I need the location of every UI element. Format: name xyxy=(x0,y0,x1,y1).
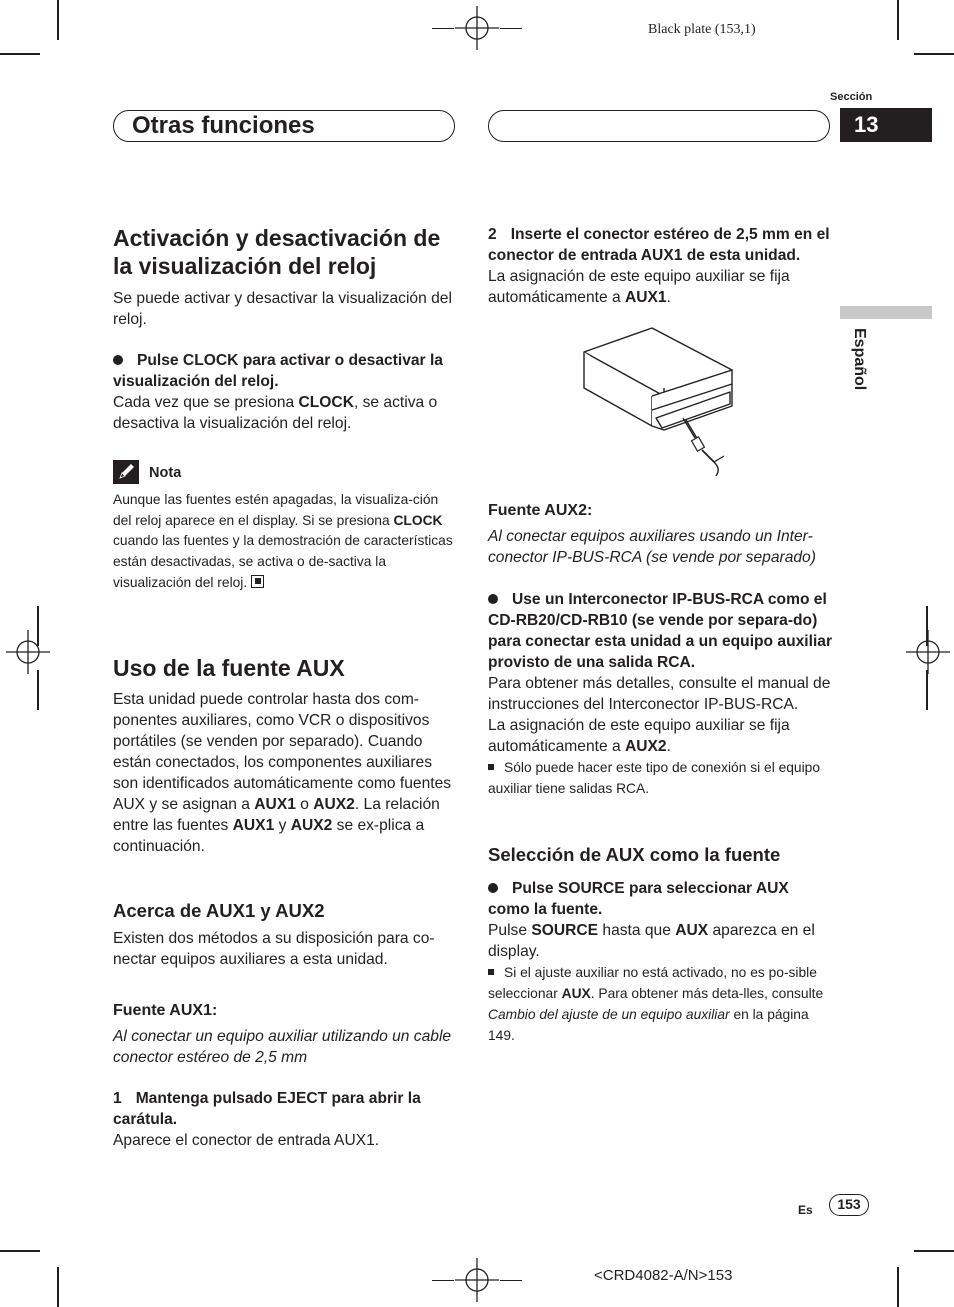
acerca-body: Existen dos métodos a su disposición para co-nectar equipos auxiliares a esta unidad. xyxy=(113,929,435,968)
header-pill-left xyxy=(113,110,455,142)
header-title: Otras funciones xyxy=(132,112,315,139)
crop-mark xyxy=(37,606,39,646)
seccion-label: Sección xyxy=(830,91,873,103)
bullet-dot-icon xyxy=(113,355,123,365)
aux1-connector-illustration xyxy=(580,326,780,476)
step-1-body: Aparece el conector de entrada AUX1. xyxy=(113,1131,380,1149)
section-heading-aux: Uso de la fuente AUX xyxy=(113,654,345,681)
page-number: 153 xyxy=(829,1194,869,1216)
registration-mark xyxy=(906,630,950,674)
left-column xyxy=(113,224,458,1151)
crop-mark xyxy=(432,28,454,29)
square-bullet-icon xyxy=(488,969,494,975)
aux-intro: Esta unidad puede controlar hasta dos com-ponentes auxiliares, como VCR o dispositivos portátiles (se venden por separado). Cuando están conectados, los componentes auxiliares son identificados automáticamente como fuentes AUX y se asignan a AUX1 o AUX2. La relación entre las fuentes AUX1 y AUX2 se ex-plica a continuación. xyxy=(113,690,452,855)
step-2-body: La asignación de este equipo auxiliar se fija automáticamente a AUX1. xyxy=(488,268,790,306)
fuente-aux1-heading: Fuente AUX1: xyxy=(113,1001,218,1019)
aux2-bullet-step: Use un Interconector IP-BUS-RCA como el CD-RB20/CD-RB10 (se vende por separa-do) para conectar esta unidad a un equipo auxiliar provisto de una salida RCA. xyxy=(488,591,833,671)
crop-mark xyxy=(500,1280,522,1281)
sel-bullet-step: Pulse SOURCE para seleccionar AUX como la fuente. xyxy=(488,880,789,919)
crop-mark xyxy=(0,1250,40,1252)
step-1: 1 Mantenga pulsado EJECT para abrir la carátula. xyxy=(113,1089,421,1128)
crop-mark xyxy=(0,53,40,55)
bullet-dot-icon xyxy=(488,594,498,604)
crop-mark xyxy=(897,1267,899,1307)
crop-mark xyxy=(57,0,59,40)
clock-step-body: Cada vez que se presiona CLOCK, se activa o desactiva la visualización del reloj. xyxy=(113,394,438,432)
step-2: 2 Inserte el conector estéreo de 2,5 mm en el conector de entrada AUX1 de esta unidad. xyxy=(488,226,830,264)
language-tab-label: Español xyxy=(851,328,868,391)
section-number: 13 xyxy=(840,108,932,142)
header-pill-right xyxy=(488,110,830,142)
section-heading-clock: Activación y desactivación de la visualización del reloj xyxy=(113,225,441,279)
subheading-seleccion: Selección de AUX como la fuente xyxy=(488,844,781,866)
crop-mark xyxy=(926,670,928,710)
crop-mark xyxy=(926,606,928,646)
nota-body: Aunque las fuentes estén apagadas, la visualiza-ción del reloj aparece en el display. Si se presiona CLOCK cuando las fuentes y la demostración de características están desactivadas, se activa o de-sactiva la visualización del reloj. xyxy=(113,492,453,590)
crop-mark xyxy=(57,1267,59,1307)
doc-code: <CRD4082-A/N>153 xyxy=(594,1267,733,1284)
clock-intro: Se puede activar y desactivar la visualización del reloj. xyxy=(113,290,452,328)
fuente-aux2-heading: Fuente AUX2: xyxy=(488,502,593,519)
crop-mark xyxy=(897,0,899,40)
sel-note: Si el ajuste auxiliar no está activado, no es po-sible seleccionar AUX. Para obtener más deta-lles, consulte Cambio del ajuste de un equipo auxiliar en la página 149. xyxy=(488,965,824,1043)
crop-mark xyxy=(37,670,39,710)
clock-bullet-step: Pulse CLOCK para activar o desactivar la visualización del reloj. xyxy=(113,352,443,390)
language-tab-bar xyxy=(840,306,932,319)
fuente-aux2-desc: Al conectar equipos auxiliares usando un Inter-conector IP-BUS-RCA (se vende por separado) xyxy=(488,528,816,566)
aux2-body-2: La asignación de este equipo auxiliar se fija automáticamente a AUX2. xyxy=(488,717,790,755)
cross-reference-link[interactable]: Cambio del ajuste de un equipo auxiliar xyxy=(488,1006,730,1022)
nota-header: Nota xyxy=(113,460,458,484)
registration-mark xyxy=(6,630,50,674)
sel-body: Pulse SOURCE hasta que AUX aparezca en el display. xyxy=(488,922,815,961)
crop-mark xyxy=(500,28,522,29)
plate-label: Black plate (153,1) xyxy=(648,22,756,37)
end-of-section-icon xyxy=(251,575,264,588)
pencil-note-icon xyxy=(113,460,139,484)
registration-mark xyxy=(455,6,499,50)
fuente-aux1-desc: Al conectar un equipo auxiliar utilizando un cable conector estéreo de 2,5 mm xyxy=(113,1027,452,1066)
crop-mark xyxy=(914,53,954,55)
right-column xyxy=(488,224,833,1046)
aux2-note: Sólo puede hacer este tipo de conexión si el equipo auxiliar tiene salidas RCA. xyxy=(488,760,821,796)
crop-mark xyxy=(914,1250,954,1252)
registration-mark xyxy=(455,1258,499,1302)
square-bullet-icon xyxy=(488,764,494,770)
crop-mark xyxy=(432,1280,454,1281)
lang-code: Es xyxy=(798,1203,813,1217)
bullet-dot-icon xyxy=(488,883,498,893)
aux2-body-1: Para obtener más detalles, consulte el manual de instrucciones del Interconector IP-BUS-RCA. xyxy=(488,675,831,713)
subheading-acerca: Acerca de AUX1 y AUX2 xyxy=(113,899,325,921)
